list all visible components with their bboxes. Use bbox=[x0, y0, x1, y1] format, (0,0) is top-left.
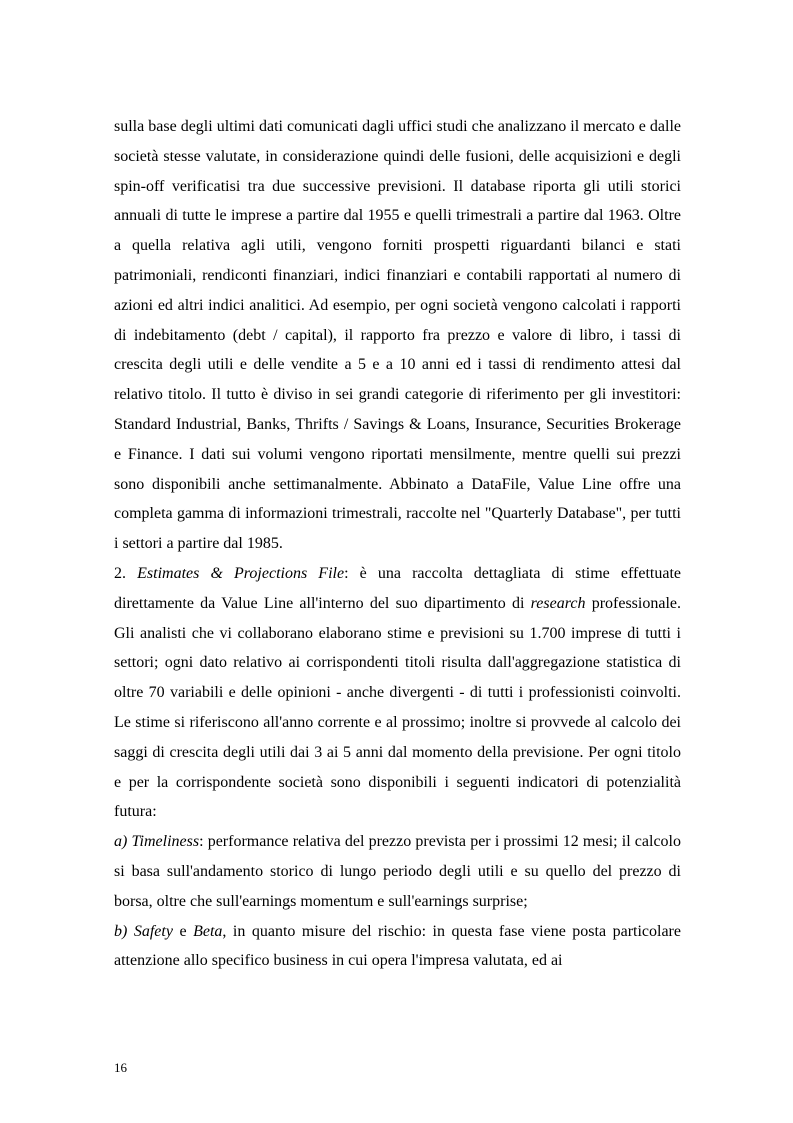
paragraph-text: professionale. Gli analisti che vi collaborano elaborano stime e previsioni su 1.700 imprese di tutti i settori; ogni dato relativo ai corrispondenti titoli risulta dall'aggregazione statistica di oltre 70 variabili e delle opinioni - anche divergenti - di tutti i professionisti coinvolti. Le stime si riferiscono all'anno corrente e al prossimo; inoltre si provvede al calcolo dei saggi di crescita degli utili dai 3 ai 5 anni dal momento della previsione. Per ogni titolo e per la corrispondente società sono disponibili i seguenti indicatori di potenzialità futura: bbox=[114, 594, 681, 821]
paragraph-safety-beta bbox=[114, 917, 681, 977]
research-emphasis: research bbox=[530, 594, 586, 612]
paragraph-text: : è una raccolta dettagliata di stime effettuate direttamente da Value Line all'interno del suo dipartimento di bbox=[114, 564, 682, 612]
paragraph-text: , in quanto misure del rischio: in questa fase viene posta particolare attenzione allo specifico business in cui opera l'impresa valutata, ed ai bbox=[114, 922, 681, 970]
list-number: 2. bbox=[114, 564, 138, 582]
paragraph-timeliness bbox=[114, 827, 681, 916]
paragraph-estimates-projections bbox=[114, 559, 681, 827]
item-label-safety: b) Safety bbox=[114, 922, 173, 940]
item-label-beta: Beta bbox=[193, 922, 223, 940]
file-name-emphasis: Estimates & Projections File bbox=[137, 564, 345, 582]
paragraph-text: e bbox=[172, 922, 194, 940]
paragraph-text: : performance relativa del prezzo prevista per i prossimi 12 mesi; il calcolo si basa sull'andamento storico di lungo periodo degli utili e su quello del prezzo di borsa, oltre che sull'earnings momentum e sull'earnings surprise; bbox=[114, 833, 682, 910]
paragraph-database-description bbox=[114, 112, 681, 559]
paragraph-text: sulla base degli ultimi dati comunicati dagli uffici studi che analizzano il mercato e dalle società stesse valutate, in considerazione quindi delle fusioni, delle acquisizioni e degli spin-off verificatisi tra due successive previsioni. Il database riporta gli utili storici annuali di tutte le imprese a partire dal 1955 e quelli trimestrali a partire dal 1963. Oltre a quella relativa agli utili, vengono forniti prospetti riguardanti bilanci e stati patrimoniali, rendiconti finanziari, indici finanziari e contabili rapportati al numero di azioni ed altri indici analitici. Ad esempio, per ogni società vengono calcolati i rapporti di indebitamento (debt / capital), il rapporto fra prezzo e valore di libro, i tassi di crescita degli utili e delle vendite a 5 e a 10 anni ed i tassi di rendimento attesi dal relativo titolo. Il tutto è diviso in sei grandi categorie di riferimento per gli investitori: Standard Industrial, Banks, Thrifts / Savings & Loans, Insurance, Securities Brokerage e Finance. I dati sui volumi vengono riportati mensilmente, mentre quelli sui prezzi sono disponibili anche settimanalmente. Abbinato a DataFile, Value Line offre una completa gamma di informazioni trimestrali, raccolte nel "Quarterly Database", per tutti i settori a partire dal 1985. bbox=[114, 118, 681, 553]
item-label-timeliness: a) Timeliness bbox=[114, 833, 200, 851]
page-number: 16 bbox=[114, 1060, 127, 1075]
document-body bbox=[114, 112, 681, 976]
